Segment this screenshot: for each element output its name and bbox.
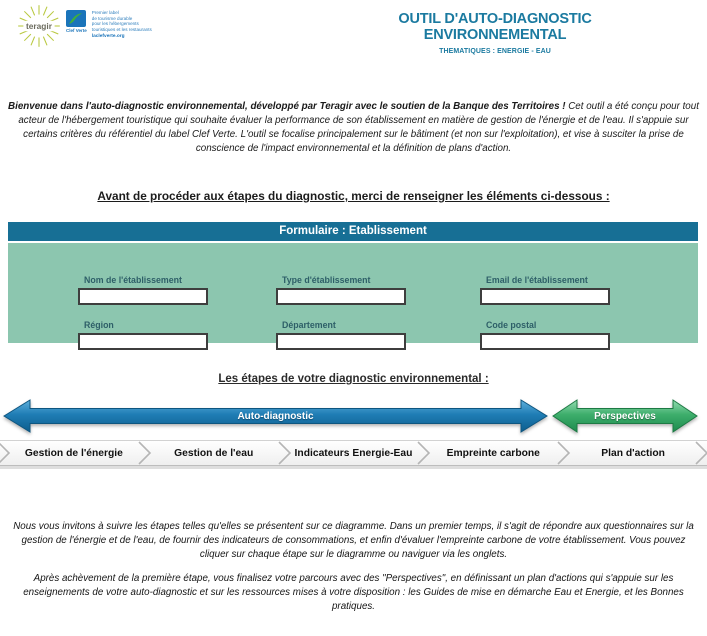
- page-subtitle: THEMATIQUES : ENERGIE - EAU: [439, 48, 551, 55]
- diagnostic-stepper: [0, 440, 707, 466]
- chevron-right-icon: [0, 441, 12, 465]
- step-plan-action[interactable]: Plan d'action: [601, 447, 665, 459]
- title-block: [340, 11, 650, 55]
- departement-input[interactable]: [276, 333, 406, 350]
- email-etablissement-input[interactable]: [480, 288, 610, 305]
- step-indicateurs-energie-eau[interactable]: Indicateurs Energie-Eau: [294, 447, 413, 459]
- field-type-etablissement: [276, 275, 426, 305]
- nom-etablissement-input[interactable]: [78, 288, 208, 305]
- tagline-line: touristiques et les restaurants: [91, 26, 152, 32]
- intro-paragraph: [8, 100, 699, 156]
- clefverte-logo: [66, 10, 152, 40]
- instructions-paragraph-1: Nous vous invitons à suivre les étapes telles qu'elles se présentent sur ce diagramme. Dans un premier temps, il s'agit de répondre aux questionnaires sur la gestion de l'énergie et de l'eau, de fournir des indicateurs de consommations, et enfin d'évaluer l'empreinte carbone de votre établissement. Vous pouvez cliquer sur chaque étape sur le diagramme ou naviguer via les onglets.: [13, 521, 694, 560]
- field-departement: [276, 320, 426, 350]
- intro-rest-text: Cet outil a été conçu pour tout acteur de l'hébergement touristique qui souhaite évaluer la performance de son établissement en matière de gestion de l'énergie et de l'eau. Il s'appuie sur certains critères du référentiel du label Clef Verte. L'outil se focalise principalement sur le bâtiment (et non sur l'exploitation), et vise à susciter la prise de conscience de l'impact environnemental et la définition de plans d'action.: [18, 101, 699, 154]
- form-panel: [8, 222, 698, 343]
- perspectives-arrow[interactable]: [552, 398, 698, 434]
- chevron-right-icon: [276, 441, 292, 465]
- step-gestion-eau[interactable]: Gestion de l'eau: [174, 447, 254, 459]
- auto-diagnostic-arrow[interactable]: [3, 398, 548, 434]
- field-label: Région: [84, 320, 114, 330]
- clefverte-tagline: [92, 10, 152, 40]
- field-label: Nom de l'établissement: [84, 275, 182, 285]
- field-nom-etablissement: [78, 275, 228, 305]
- teragir-wordmark: teragir: [26, 21, 52, 32]
- form-section-heading: Avant de procéder aux étapes du diagnostic, merci de renseigner les éléments ci-dessous :: [97, 189, 610, 203]
- step-gestion-energie[interactable]: Gestion de l'énergie: [24, 447, 123, 459]
- clefverte-icon: [66, 10, 86, 27]
- intro-bold-text: Bienvenue dans l'auto-diagnostic environnemental, développé par Teragir avec le soutien de la Banque des Territoires !: [8, 101, 566, 112]
- form-title: Formulaire : Etablissement: [8, 222, 698, 241]
- type-etablissement-input[interactable]: [276, 288, 406, 305]
- chevron-right-icon: [555, 441, 571, 465]
- teragir-sunburst-icon: [14, 4, 64, 48]
- steps-section-heading: Les étapes de votre diagnostic environnemental :: [218, 373, 489, 385]
- field-label: Email de l'établissement: [486, 275, 588, 285]
- step-empreinte-carbone[interactable]: Empreinte carbone: [446, 447, 540, 459]
- code-postal-input[interactable]: [480, 333, 610, 350]
- page-title: OUTIL D'AUTO-DIAGNOSTIC ENVIRONNEMENTAL: [398, 11, 592, 43]
- field-email-etablissement: [480, 275, 630, 305]
- clefverte-site: laclefverte.org: [91, 34, 125, 40]
- field-label: Code postal: [486, 320, 537, 330]
- teragir-logo: [14, 4, 64, 48]
- field-label: Département: [282, 320, 336, 330]
- field-code-postal: [480, 320, 630, 350]
- clefverte-name: Clef Verte: [66, 28, 87, 33]
- instructions-paragraph-2: Après achèvement de la première étape, vous finalisez votre parcours avec des "Perspectives", en définissant un plan d'actions qui s'appuie sur les enseignements de votre auto-diagnostic et sur les ressources mises à votre disposition : les Guides de mise en démarche Eau et Energie, et les Bonnes pratiques.: [23, 573, 684, 612]
- diagram-arrows: [0, 396, 707, 436]
- field-region: [78, 320, 228, 350]
- chevron-right-icon: [136, 441, 152, 465]
- tagline-line: de tourisme durable: [91, 15, 133, 21]
- tagline-line: pour les hébergements: [91, 21, 139, 27]
- auto-diagnostic-label: Auto-diagnostic: [237, 410, 314, 422]
- form-body: [8, 243, 698, 343]
- region-input[interactable]: [78, 333, 208, 350]
- perspectives-label: Perspectives: [594, 410, 656, 422]
- tagline-line: Premier label: [91, 10, 119, 15]
- chevron-right-icon: [695, 441, 707, 465]
- chevron-right-icon: [415, 441, 431, 465]
- field-label: Type d'établissement: [282, 275, 371, 285]
